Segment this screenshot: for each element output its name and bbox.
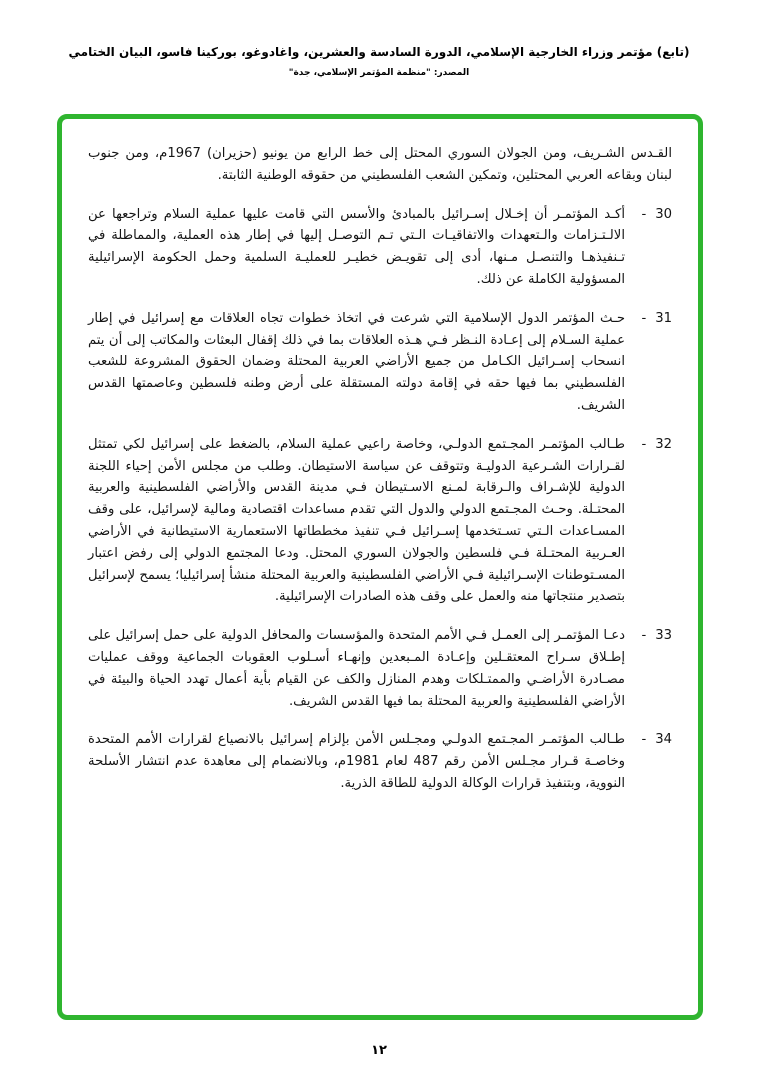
- item-dash: -: [641, 206, 647, 222]
- item-dash: -: [641, 732, 647, 748]
- list-item: [88, 434, 672, 608]
- item-number: 34: [655, 732, 672, 748]
- intro-paragraph: القـدس الشـريف، ومن الجولان السوري المحتل إلى خط الرابع من يونيو (حزيران) 1967م، ومن جنوب لبنان وبقاعه العربي المحتلين، وتمكين الشعب الفلسطيني من حقوقه الوطنية الثابتة.: [88, 146, 672, 183]
- item-number: 32: [655, 436, 672, 452]
- item-number: 31: [655, 310, 672, 326]
- header-title: (تابع) مؤتمر وزراء الخارجية الإسلامي، الدورة السادسة والعشرين، واغادوغو، بوركينا فاسو، البيان الختامي: [68, 45, 690, 59]
- item-marker: [625, 625, 672, 712]
- item-marker: [625, 434, 672, 608]
- list-item: [88, 625, 672, 712]
- page-header: [0, 44, 758, 78]
- item-marker: [625, 204, 672, 291]
- item-text: طـالب المؤتمـر المجـتمع الدولـي، وخاصة راعيي عملية السلام، بالضغط على إسرائيل لكي تمتثل لقـرارات الشـرعية الدوليـة وتتوقف عن سياسة الاستيطان. وطلب من مجلس الأمن إحياء اللجنة الدولية للإشـراف والـرقابة لمـنع الاسـتيطان فـي مدينة القدس والأراضي الفلسطينية والعربية المحتـلة. وحـث المجـتمع الدولي والدول التي تقدم مساعدات اقتصادية ومالية لإسرائيل، على وقف المسـاعدات الـتي تسـتخدمها إسـرائيل فـي تنفيذ مخططاتها الاستعمارية الاستيطانية في الأراضي العـربية المحتـلة فـي فلسطين والجولان السوري المحتل. ودعا المجتمع الدولي إلى رفض اعتبار المسـتوطنات الإسـرائيلية فـي الأراضي الفلسطينية والعربية المحتلة منشأ إسرائيليا؛ يسمح لإسرائيل بتصدير منتجاتها منه والعمل على وقف هذه الصادرات الإسرائيلية.: [88, 436, 625, 605]
- list-item: [88, 308, 672, 417]
- item-text: حـث المؤتمر الدول الإسلامية التي شرعت في اتخاذ خطوات تجاه العلاقات مع إسرائيل في إطار عملية السـلام إلى إعـادة النـظر فـي هـذه العلاقات بما في ذلك إقفال البعثات والمكاتب إلى أن يتم انسحاب إسـرائيل الكـامل من جميع الأراضي العربية المحتلة وضمان الحقوق المشروعة للشعب الفلسطيني بما فيها حقه في إقامة دولته المستقلة على أرض وطنه فلسطين وعاصمتها القدس الشريف.: [88, 310, 625, 413]
- item-number: 33: [655, 628, 672, 644]
- list-item: [88, 204, 672, 291]
- item-dash: -: [641, 436, 647, 452]
- page-number: ١٢: [371, 1043, 387, 1058]
- item-number: 30: [655, 206, 672, 222]
- item-text: طـالب المؤتمـر المجـتمع الدولـي ومجـلس الأمن بإلزام إسرائيل بالانصياع لقرارات الأمم المتحدة وخاصـة قـرار مجـلس الأمن رقم 487 لعام 1981م، وبالانضمام إلى معاهدة عدم انتشار الأسلحة النووية، وبتنفيذ قرارات الوكالة الدولية للطاقة الذرية.: [88, 732, 626, 791]
- list-item: [88, 729, 672, 794]
- document-text: [88, 143, 672, 795]
- item-dash: -: [641, 628, 647, 644]
- item-dash: -: [641, 310, 647, 326]
- item-marker: [625, 308, 672, 417]
- item-text: دعـا المؤتمـر إلى العمـل فـي الأمم المتحدة والمؤسسات والمحافل الدولية على حمل إسرائيل على إطـلاق سـراح المعتقـلين وإعـادة المـبعدين وإنهـاء أسـلوب العقوبات الجماعية ووقف عمليات مصـادرة الأراضـي والممتـلكات وهدم المنازل والكف عن القيام بأية أعمال تهدد الحياة والبيئة في الأراضي الفلسطينية والعربية المحتلة بما فيها القدس الشريف.: [88, 628, 625, 709]
- document-content-box: [57, 114, 703, 1020]
- header-source: المصدر: "منظمة المؤتمر الإسلامي، جدة": [288, 68, 470, 78]
- item-text: أكـد المؤتمـر أن إخـلال إسـرائيل بالمبادئ والأسس التي قامت عليها عملية السلام وتراجعها عن الالـتـزامات والـتعهدات والاتفاقيـات الـتي تـم التوصـل إليها في إطار هذه العملية، والمماطلة في تـنفيذهـا والتنصـل مـنها، أدى إلى تقويـض خطيـر للعمليـة السلمية وحمل الحكومة الإسرائيلية المسؤولية الكاملة عن ذلك.: [88, 206, 625, 287]
- item-marker: [625, 729, 672, 794]
